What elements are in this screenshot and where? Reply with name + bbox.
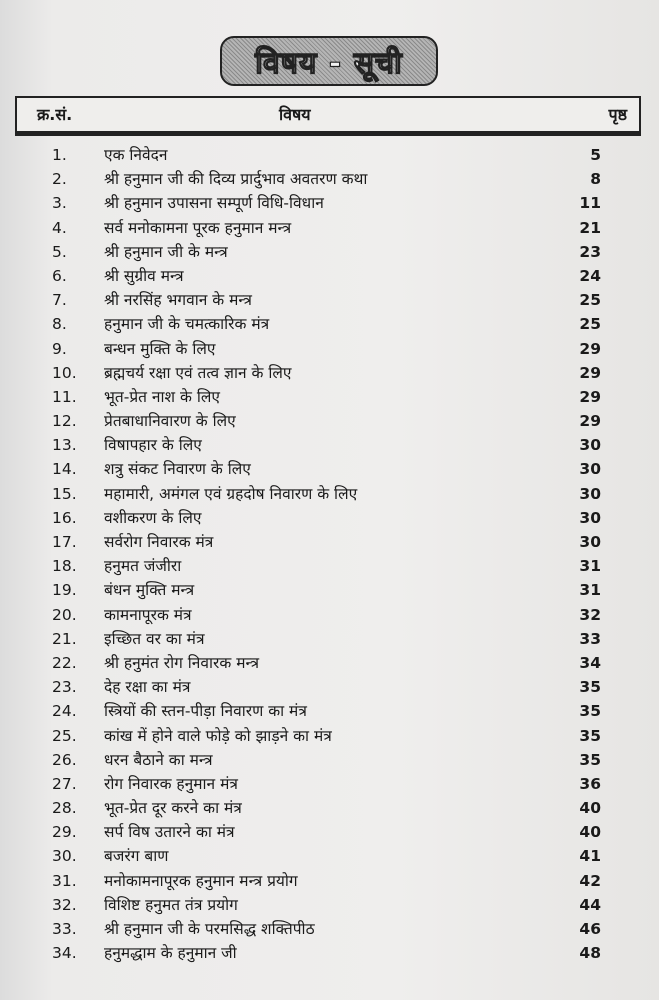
table-row [0, 651, 659, 675]
table-row [0, 917, 659, 941]
table-row [0, 869, 659, 893]
header-page: पृष्ठ [608, 105, 627, 124]
row-page: 30 [579, 508, 601, 527]
row-title: मनोकामनापूरक हनुमान मन्त्र प्रयोग [104, 871, 298, 890]
row-number: 23. [52, 678, 77, 697]
row-title: श्री हनुमान उपासना सम्पूर्ण विधि-विधान [104, 194, 324, 213]
row-number: 31. [52, 871, 77, 890]
row-title: वशीकरण के लिए [104, 508, 202, 527]
table-row [0, 699, 659, 723]
header-subject: विषय [279, 105, 311, 124]
table-row [0, 143, 659, 167]
row-page: 31 [579, 581, 601, 600]
row-page: 35 [579, 750, 601, 769]
row-number: 19. [52, 581, 77, 600]
table-row [0, 506, 659, 530]
table-row [0, 530, 659, 554]
row-page: 40 [579, 823, 601, 842]
row-page: 24 [579, 266, 601, 285]
table-row [0, 457, 659, 481]
row-page: 5 [590, 146, 601, 164]
title-banner [220, 36, 438, 86]
table-row [0, 264, 659, 288]
row-number: 32. [52, 895, 77, 914]
table-row [0, 772, 659, 796]
row-number: 21. [52, 629, 77, 648]
table-row [0, 482, 659, 506]
row-title: सर्वरोग निवारक मंत्र [104, 533, 214, 551]
row-number: 25. [52, 726, 77, 745]
table-row [0, 941, 659, 965]
row-page: 21 [579, 218, 601, 237]
row-number: 20. [52, 605, 77, 624]
row-page: 41 [579, 847, 601, 866]
row-number: 18. [52, 557, 77, 576]
row-number: 7. [52, 291, 67, 310]
row-number: 1. [52, 146, 67, 164]
row-number: 29. [52, 823, 77, 842]
row-number: 26. [52, 750, 77, 769]
table-row [0, 433, 659, 457]
table-row [0, 820, 659, 844]
row-page: 30 [579, 436, 601, 455]
row-title: प्रेतबाधानिवारण के लिए [104, 412, 236, 431]
header-serial: क्र.सं. [37, 105, 73, 124]
table-row [0, 191, 659, 215]
table-row [0, 409, 659, 433]
table-row [0, 796, 659, 820]
row-page: 25 [579, 315, 601, 334]
row-page: 30 [579, 484, 601, 503]
row-number: 10. [52, 363, 77, 382]
row-title: भूत-प्रेत दूर करने का मंत्र [104, 799, 242, 818]
row-number: 33. [52, 920, 77, 938]
table-row [0, 361, 659, 385]
row-number: 5. [52, 242, 67, 261]
row-title: ब्रह्मचर्य रक्षा एवं तत्व ज्ञान के लिए [104, 363, 292, 382]
row-page: 36 [579, 774, 601, 793]
row-number: 28. [52, 799, 77, 818]
row-page: 35 [579, 678, 601, 697]
row-page: 8 [590, 170, 601, 189]
row-title: श्री नरसिंह भगवान के मन्त्र [104, 291, 252, 310]
row-number: 22. [52, 653, 77, 672]
row-page: 25 [579, 291, 601, 310]
row-title: स्त्रियों की स्तन-पीड़ा निवारण का मंत्र [104, 702, 307, 721]
row-title: श्री हनुमान जी के मन्त्र [104, 242, 228, 261]
row-number: 11. [52, 387, 77, 406]
row-number: 3. [52, 194, 67, 213]
row-title: एक निवेदन [104, 146, 168, 164]
row-page: 35 [579, 702, 601, 721]
row-page: 29 [579, 363, 601, 382]
row-page: 29 [579, 387, 601, 406]
table-row [0, 578, 659, 602]
row-page: 48 [579, 944, 601, 963]
row-title: बन्धन मुक्ति के लिए [104, 339, 216, 358]
row-page: 44 [579, 895, 601, 914]
row-number: 2. [52, 170, 67, 189]
row-title: धरन बैठाने का मन्त्र [104, 750, 213, 769]
row-title: बजरंग बाण [104, 847, 169, 866]
row-title: सर्व मनोकामना पूरक हनुमान मन्त्र [104, 218, 292, 237]
row-page: 11 [579, 194, 601, 213]
table-row [0, 337, 659, 361]
row-number: 13. [52, 436, 77, 455]
contents-list [0, 143, 659, 965]
table-row [0, 216, 659, 240]
row-title: महामारी, अमंगल एवं ग्रहदोष निवारण के लिए [104, 484, 358, 503]
row-number: 24. [52, 702, 77, 721]
table-row [0, 724, 659, 748]
row-title: बंधन मुक्ति मन्त्र [104, 581, 195, 600]
row-page: 46 [579, 920, 601, 938]
row-title: हनुमान जी के चमत्कारिक मंत्र [104, 315, 270, 334]
row-number: 6. [52, 266, 67, 285]
row-title: कामनापूरक मंत्र [104, 605, 192, 624]
row-title: श्री हनुमंत रोग निवारक मन्त्र [104, 653, 260, 672]
row-title: श्री हनुमान जी की दिव्य प्रार्दुभाव अवतरण कथा [104, 170, 368, 189]
row-page: 33 [579, 629, 601, 648]
row-page: 30 [579, 533, 601, 551]
table-row [0, 603, 659, 627]
row-page: 42 [579, 871, 601, 890]
row-page: 40 [579, 799, 601, 818]
table-header [15, 96, 641, 133]
page-title: विषय - सूची [255, 45, 403, 81]
table-row [0, 893, 659, 917]
row-title: हनुमत जंजीरा [104, 557, 182, 576]
row-number: 30. [52, 847, 77, 866]
row-title: देह रक्षा का मंत्र [104, 678, 191, 697]
row-number: 15. [52, 484, 77, 503]
table-row [0, 675, 659, 699]
table-row [0, 627, 659, 651]
row-page: 30 [579, 460, 601, 479]
table-row [0, 844, 659, 868]
row-title: इच्छित वर का मंत्र [104, 629, 205, 648]
row-page: 23 [579, 242, 601, 261]
table-row [0, 554, 659, 578]
table-row [0, 288, 659, 312]
row-title: भूत-प्रेत नाश के लिए [104, 387, 220, 406]
row-page: 34 [579, 653, 601, 672]
row-number: 8. [52, 315, 67, 334]
row-title: विषापहार के लिए [104, 436, 202, 455]
table-row [0, 385, 659, 409]
row-page: 31 [579, 557, 601, 576]
row-page: 32 [579, 605, 601, 624]
row-number: 9. [52, 339, 67, 358]
row-number: 17. [52, 533, 77, 551]
table-row [0, 748, 659, 772]
row-title: श्री हनुमान जी के परमसिद्ध शक्तिपीठ [104, 920, 315, 938]
row-title: हनुमद्धाम के हनुमान जी [104, 944, 237, 963]
row-page: 29 [579, 412, 601, 431]
row-title: विशिष्ट हनुमत तंत्र प्रयोग [104, 895, 238, 914]
row-number: 16. [52, 508, 77, 527]
row-title: कांख में होने वाले फोड़े को झाड़ने का मंत्र [104, 726, 332, 745]
row-title: सर्प विष उतारने का मंत्र [104, 823, 235, 842]
table-row [0, 312, 659, 336]
row-number: 34. [52, 944, 77, 963]
table-row [0, 240, 659, 264]
row-number: 12. [52, 412, 77, 431]
table-row [0, 167, 659, 191]
row-page: 29 [579, 339, 601, 358]
row-title: श्री सुग्रीव मन्त्र [104, 266, 184, 285]
row-number: 14. [52, 460, 77, 479]
row-title: रोग निवारक हनुमान मंत्र [104, 774, 238, 793]
row-number: 27. [52, 774, 77, 793]
row-page: 35 [579, 726, 601, 745]
row-number: 4. [52, 218, 67, 237]
row-title: शत्रु संकट निवारण के लिए [104, 460, 251, 479]
